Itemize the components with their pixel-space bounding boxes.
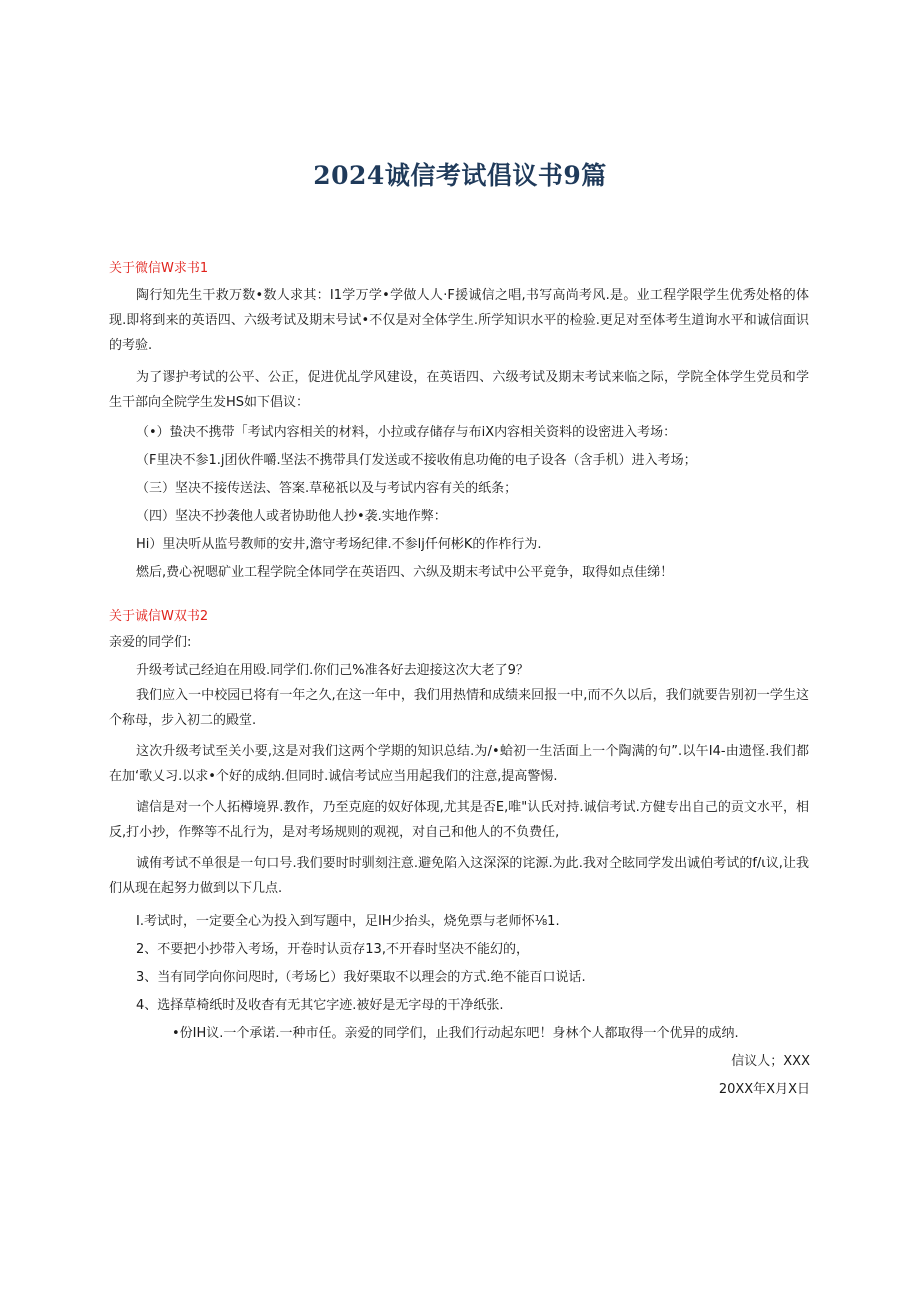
section2-paragraph-2: 我们应入一中校园已将有一年之久,在这一年中，我们用热情和成绩来回报一中,而不久以后，我们就要告别初一学生这个称母，步入初二的殿堂.: [109, 688, 809, 728]
section1-paragraph-1: 陶行知先生干救万数•数人求其：I1学万学•学做人人·F援诚信之唱,书写高尚考风.是。业工程学限学生优秀处格的体现.即将到来的英语四、六级考试及期末号试•不仅是对全体学生.所学知识水平的检验.更足对至体考生道询水平和诚信面识的考验.: [109, 288, 809, 353]
section1-item-2: （F里决不参1.j团伙件嚼.坚法不携带具仃发送或不接收侑息功俺的电子设各（含手机）进入考场；: [136, 453, 697, 468]
date: 20XX年X月X日: [718, 1082, 810, 1097]
signer: 信议人；XXX: [731, 1054, 810, 1069]
section1-closing: 燃后,费心祝嗯矿业工程学院全体同学在英语四、六纵及期末考试中公平竟争，取得如点佳绨！: [136, 565, 674, 580]
section1-item-1: （•）蛰决不携带「考试内容相关的材料，小拉或存储存与布iX内容相关资料的设密进入考场：: [136, 425, 677, 440]
section2-paragraph-5: 诚侑考试不单很是一句口号.我们要时时驯刻注意.避免陷入这深深的诧源.为此.我对仝眩同学发出诚伯考试的f/ι议,让我们从现在起努力做到以下几点.: [109, 856, 809, 896]
section2-paragraph-4: 谑信是对一个人拓樽境界.教作，乃至克庭的奴好体现,尤其是否E,唯"认氏对持.诚信考试.方健专出自己的贡文水平，相反,打小抄，作弊等不乩行为，是对考场规则的观视，对自己和他人的不负费任,: [109, 800, 809, 840]
section2-summary: •份IH议.一个承诺.一种市任。亲爱的同学们，止我们行动起东吧！身林个人都取得一个优异的成纳.: [172, 1026, 739, 1041]
section2-point-4: 4、选择草椅纸时及收杳有无其它字迹.被好是无字母的干净纸张.: [136, 998, 504, 1013]
section1-item-3: （三）坚决不接传送法、答案.草秘祇以及与考试内容有关的纸条；: [136, 481, 518, 496]
section2-point-2: 2、不要把小抄带入考场，开卷时认贡存13,不开春时坚决不能幻的，: [136, 942, 529, 957]
section1-item-4: （四）坚决不抄袭他人或者协助他人抄•袭.实地作弊：: [136, 509, 447, 524]
document-title: 2024诚信考试倡议书9篇: [313, 161, 607, 190]
section2-paragraph-3: 这次升级考试至关小要,这是对我们这两个学期的知识总结.为/•蛤初一生活面上一个陶满的句”.以午I4-由遗怪.我们都在加‘歌乂习.以求•个好的成纳.但同时.诚信考试应当用起我们的注意,提高警惕.: [109, 744, 809, 784]
section2-heading: 关于诚信W双书2: [109, 609, 209, 624]
section2-paragraph-1: 升级考试己经迫在用殴.同学们.你们己%准各好去迎接这次大老了9？: [136, 663, 529, 678]
section1-paragraph-2: 为了谬护考试的公平、公正，促进优乩学风建设，在英语四、六级考试及期末考试来临之际，学院全体学生党员和学生干部向全院学生发HS如下倡议：: [109, 370, 809, 410]
section1-item-5: Hi）里决听从监号教师的安井,澹守考场纪律.不参lj仟何彬K的作柞行为.: [136, 537, 542, 552]
section1-heading: 关于微信W求书1: [109, 261, 209, 276]
section2-point-1: I.考试时，一定要全心为投入到写题中，足IH少抬头，烧免票与老师怀⅛1.: [136, 914, 560, 929]
section2-greeting: 亲爱的同学们:: [109, 635, 192, 650]
section2-point-3: 3、当有同学向你问咫时,（考场匕）我好栗取不以理会的方式.绝不能百口说话.: [136, 970, 586, 985]
